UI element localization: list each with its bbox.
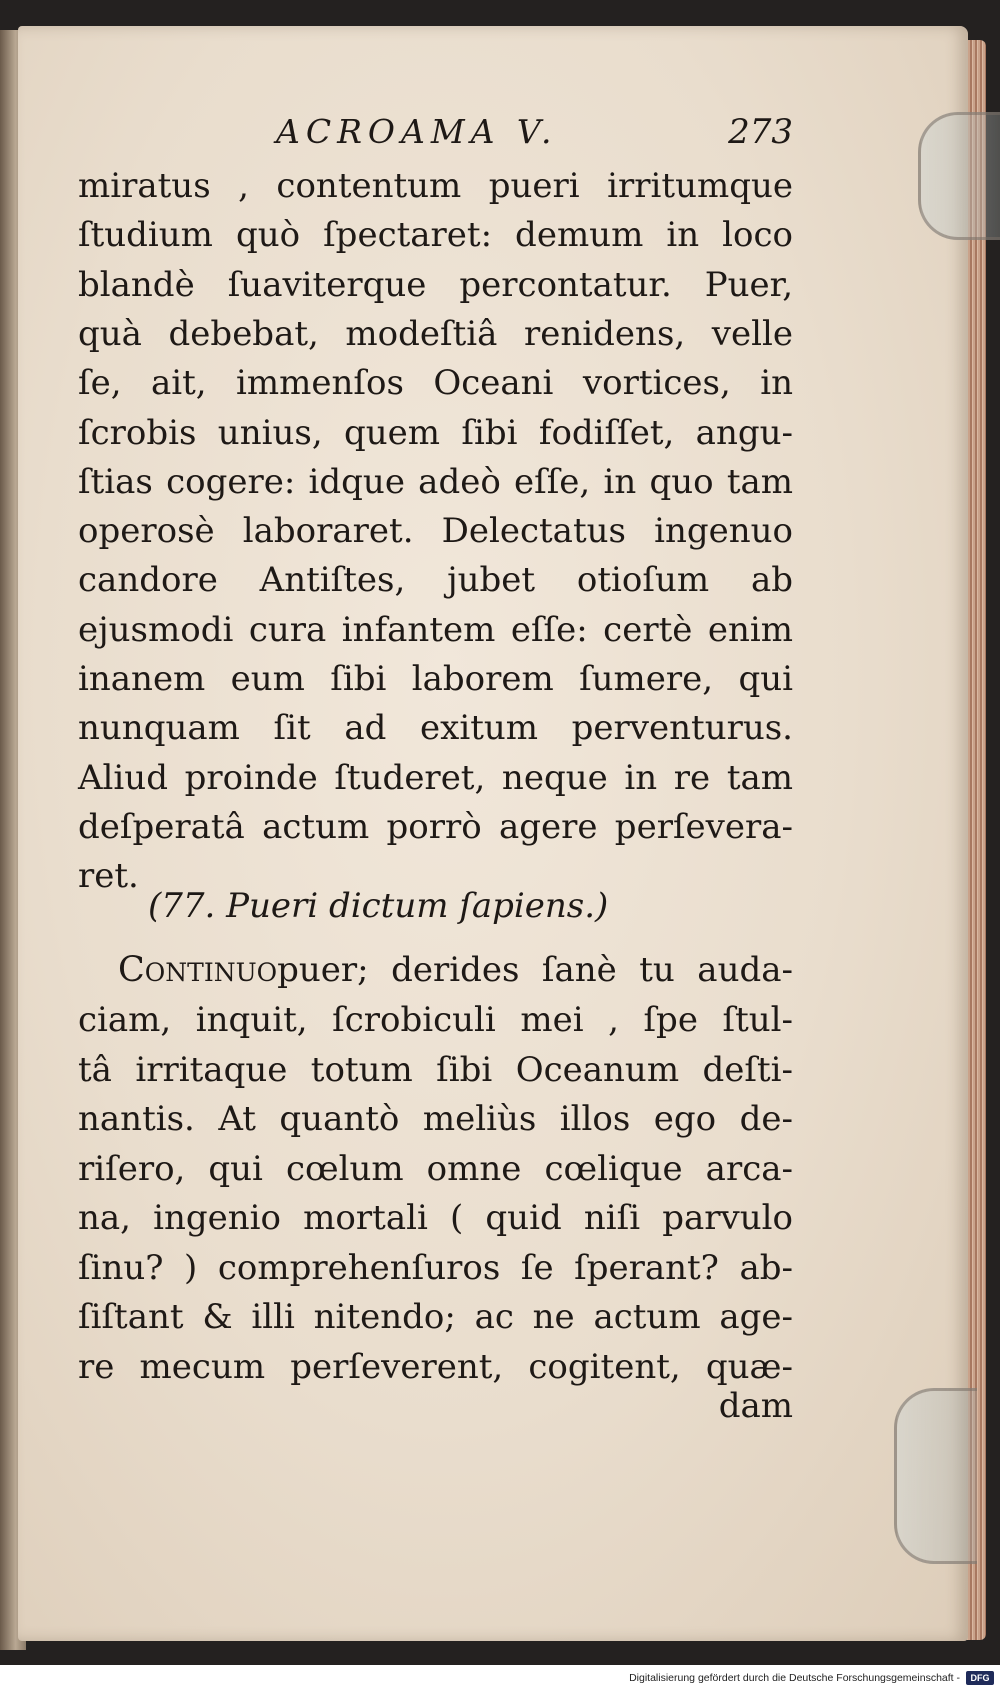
text-line: na, ingenio mortali ( quid niſi parvulo xyxy=(78,1198,793,1238)
text-line: ſe, ait, immenſos Oceani vortices, in xyxy=(78,363,793,404)
text-line: ſinu? ) comprehenſuros ſe ſperant? ab- xyxy=(78,1247,793,1288)
text-line: ciam, inquit, ſcrobiculi mei , ſpe ſtul- xyxy=(78,1000,793,1040)
digitization-footer xyxy=(0,1665,1000,1695)
text-line: operosè laboraret. Delectatus ingenuo xyxy=(78,511,793,552)
text-line: candore Antiſtes, jubet otioſum ab xyxy=(78,560,793,601)
text-line: ret. xyxy=(78,856,139,897)
page-number: 273 xyxy=(728,112,793,152)
text-line: quà debebat, modeſtiâ renidens, velle xyxy=(78,313,793,354)
drop-word: Continuo xyxy=(118,950,278,990)
text-line: inanem eum ſibi laborem ſumere, qui xyxy=(78,659,793,699)
text-line: blandè ſuaviterque percontatur. Puer, xyxy=(78,264,793,305)
text-line: ejusmodi cura infantem eſſe: certè enim xyxy=(78,609,793,650)
page-clip-bottom xyxy=(894,1388,977,1564)
paragraph-2-first-line xyxy=(118,944,793,996)
text-line: nantis. At quantò meliùs illos ego de- xyxy=(78,1099,793,1139)
text-line: tâ irritaque totum ſibi Oceanum deſti- xyxy=(78,1049,793,1090)
running-header xyxy=(78,112,793,162)
footer-credit: Digitalisierung gefördert durch die Deutsche Forschungsgemeinschaft - xyxy=(629,1672,960,1684)
text-line: ſtudium quò ſpectaret: demum in loco xyxy=(78,215,793,256)
text-line: riſero, qui cœlum omne cœlique arca- xyxy=(78,1148,793,1189)
dfg-logo: DFG xyxy=(966,1671,994,1685)
text-line: re mecum perſeverent, cogitent, quæ- xyxy=(78,1346,793,1387)
running-title: ACROAMA V. xyxy=(276,112,558,151)
text-line: nunquam ſit ad exitum perventurus. xyxy=(78,708,793,749)
text-line: ſcrobis unius, quem ſibi fodiſſet, angu- xyxy=(78,412,793,453)
section-heading: (77. Pueri dictum ſapiens.) xyxy=(148,886,609,926)
page-clip-top xyxy=(918,112,1000,240)
text-line: miratus , contentum pueri irritumque xyxy=(78,166,793,206)
text-line: deſperatâ actum porrò agere perſevera- xyxy=(78,806,793,847)
text-line: Aliud proinde ſtuderet, neque in re tam xyxy=(78,757,793,798)
first-line-rest: puer; derides ſanè tu auda- xyxy=(277,950,793,990)
catchword: dam xyxy=(718,1386,793,1426)
text-line: ſiſtant & illi nitendo; ac ne actum age- xyxy=(78,1297,793,1337)
text-line: ſtias cogere: idque adeò eſſe, in quo tam xyxy=(78,461,793,502)
